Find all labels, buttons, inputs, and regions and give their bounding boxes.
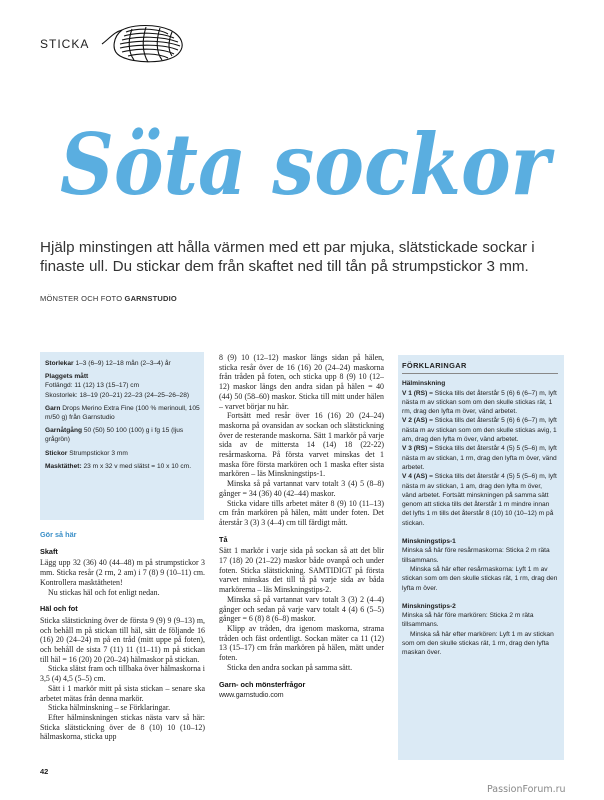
section-heading-heel: Häl och fot [40,604,78,614]
sizes-value: 1–3 (6–9) 12–18 mån (2–3–4) år [75,360,171,367]
section-label: STICKA [40,37,90,51]
yarn-value: Drops Merino Extra Fine (100 % merinoull, 105 m/50 g) från Garnstudio [45,404,200,422]
gauge-label: Masktäthet: [45,462,82,470]
paragraph: 8 (9) 10 (12–12) maskor längs sidan på hälen, sticka resår över de 16 (16) 20 (24–24) maskorna från tråden på foten, och sticka upp 8 (9) 10 (12–12) maskor längs den andra sidan på hälen = 40 (44) 50 (58–60) maskor. Sticka till mitt under hälen – varvet börjar nu här. [219,353,384,411]
row-text: = Sticka tills det återstår 5 (6) 6 (6–7) m, lyft nästa m av stickan som om den skulle stickas avig, 1 am, drag den lyfta m över, vänd arbetet. [402,417,557,444]
yarn-amount-label: Garnåtgång [45,427,83,435]
instructions-column-1 [40,530,205,742]
row-label: V 2 (AS) [402,417,428,425]
paragraph: Minska så på vartannat varv totalt 3 (4) 5 (8–8) gånger = 34 (36) 40 (42–44) maskor. [219,479,384,498]
paragraph: Sticka slätst fram och tillbaka över hälmaskorna i 3,5 (4) 4,5 (5–5) cm. [40,664,205,684]
hero-title-text: Söta sockor [60,115,556,214]
section-heading-questions: Garn- och mönsterfrågor [219,679,306,689]
needles-label: Stickor [45,449,68,457]
page-number: 42 [40,767,49,776]
paragraph: Fortsätt med resår över 16 (16) 20 (24–24) maskorna på ovansidan av sockan och slätstickning över de resterande maskorna. Sätt 1 markör på varje sida av de mittersta 14 (14) 18 (22-22) resårmaskorna. På första varvet minskas det 1 maska före första markören och 1 maska efter sista markören – läs Minskningstips-1. [219,411,384,479]
tip-text: Minska så här efter resårmaskorna: Lyft 1 m av stickan som om den skulle stickas rät, 1 rm, drag den lyfta m över. [402,565,558,592]
row-text: = Sticka tills det återstår 4 (5) 5 (5–6) m, lyft nästa m av stickan, 1 rm, drag den lyfta m över, vänd arbetet. [402,445,557,471]
gauge-value: 23 m x 32 v med slätst = 10 x 10 cm. [83,462,192,470]
section-heading-skaft: Skaft [40,546,58,556]
website-link[interactable]: www.garnstudio.com [219,692,284,700]
needles-value: Strumpstickor 3 mm [69,449,128,457]
intro-text: Hjälp minstingen att hålla värmen med ett par mjuka, slätstickade sockar i finaste ull. Du stickar dem från skaftet ned till tån på strumpstickor 3 mm. [40,239,535,275]
watermark: PassionForum.ru [487,784,566,795]
row-label: V 1 (RS) [402,389,428,397]
heel-decrease-heading: Hälminskning [402,380,446,388]
yarn-skein-icon [98,20,190,68]
row-text: = Sticka tills det återstår 4 (5) 5 (5–6) m, lyft nästa m av stickan, 1 am, drag den lyfta m över, vänd arbetet. Fortsätt minskningen på samma sätt genom att sticka tills det återstår 1 m mindre innan det lyfts 1 m tills det återstår 8 (10) 10 (10–12) m på stickan. [402,473,557,527]
paragraph: Klipp av tråden, dra igenom maskorna, strama tråden och fäst ordentligt. Sockan mäter ca 11 (12) 13 (15–17) cm från markören på hälen, mätt under foten. [219,623,384,663]
instructions-column-2 [219,353,384,701]
tip-text: Minska så här före markören: Sticka 2 m räta tillsammans. [402,612,534,629]
tip-text: Minska så här efter markören: Lyft 1 m av stickan som om den skulle stickas rät, 1 rm, drag den lyfta maskan över. [402,630,554,657]
paragraph: Efter hälminskningen stickas nästa varv så här: Sticka slätstickning över de 8 (10) 10 (10–12) hälmaskorna, sticka upp [40,712,205,742]
explanations-title: FÖRKLARINGAR [402,361,558,374]
measurements-label: Plaggets mått [45,373,89,381]
instructions-heading: Gör så här [40,530,77,539]
paragraph: Sätt i 1 markör mitt på sista stickan – senare ska arbetet mätas från denna markör. [40,683,205,703]
paragraph: Sticka den andra sockan på samma sätt. [227,662,353,672]
paragraph: Sticka hälminskning – se Förklaringar. [48,703,171,713]
paragraph: Sätt 1 markör i varje sida på sockan så att det blir 17 (18) 20 (21–22) maskor både ovanpå och under foten. Sticka slätstickning. SAMTIDIGT på första varvet minskas det till tå på varje sida av båda markörerna – läs Minskningstips-2. [219,546,384,595]
row-text: = Sticka tills det återstår 5 (6) 6 (6–7) m, lyft nästa m av stickan som om den skulle stickas rät, 1 rm, drag den lyfta m över, vänd arbetet. [402,389,557,416]
yarn-amount-value: 50 (50) 50 100 (100) g i fg 15 (ljus grågrön) [45,427,184,444]
sizes-label: Storlekar [45,360,74,367]
credit [40,294,177,303]
paragraph: Nu stickas häl och fot enligt nedan. [48,587,160,597]
section-heading-toe: Tå [219,534,228,544]
decrease-tip-2-heading: Minskningstips-2 [402,602,456,610]
paragraph: Minska så på vartannat varv totalt 3 (3) 2 (4–4) gånger och sedan på varje varv totalt 4 (4) 6 (5–5) gånger = 6 (8) 8 (6–8) maskor. [219,594,384,624]
decrease-tip-1-heading: Minskningstips-1 [402,538,456,546]
hero-title [50,112,560,232]
explanations-box [398,355,564,760]
row-label: V 4 (AS) [402,473,428,481]
paragraph: Sticka vidare tills arbetet mäter 8 (9) 10 (11–13) cm från markören på hälen, mätt under foten. Det återstår 3 (3) 3 (4–4) cm till färdigt mått. [219,498,384,527]
paragraph: Lägg upp 32 (36) 40 (44–48) m på strumpstickor 3 mm. Sticka resår (2 rm, 2 am) i 7 (8) 9 (10–11) cm. Kontrollera masktätheten! [40,558,205,587]
shoe-size: Skostorlek: 18–19 (20–21) 22–23 (24–25–26–28) [45,391,190,399]
foot-length: Fotlängd: 11 (12) 13 (15–17) cm [45,382,140,390]
yarn-label: Garn [45,404,61,412]
paragraph: Sticka slätstickning över de första 9 (9) 9 (9–13) m, och behåll m på stickan till häl, sätt de följande 16 (16) 20 (24–24) m på en tråd (mitt uppe på foten), och behåll de sista 7 (11) 11 (11–11) m på stickan till häl = 16 (20) 20 (20–24) hälmaskor på stickan. [40,615,205,664]
tip-text: Minska så här före resårmaskorna: Sticka 2 m räta tillsammans. [402,547,550,564]
credit-name: GARNSTUDIO [124,294,177,303]
row-label: V 3 (RS) [402,445,428,453]
pattern-info-box [40,352,204,520]
credit-prefix: MÖNSTER OCH FOTO [40,294,123,303]
